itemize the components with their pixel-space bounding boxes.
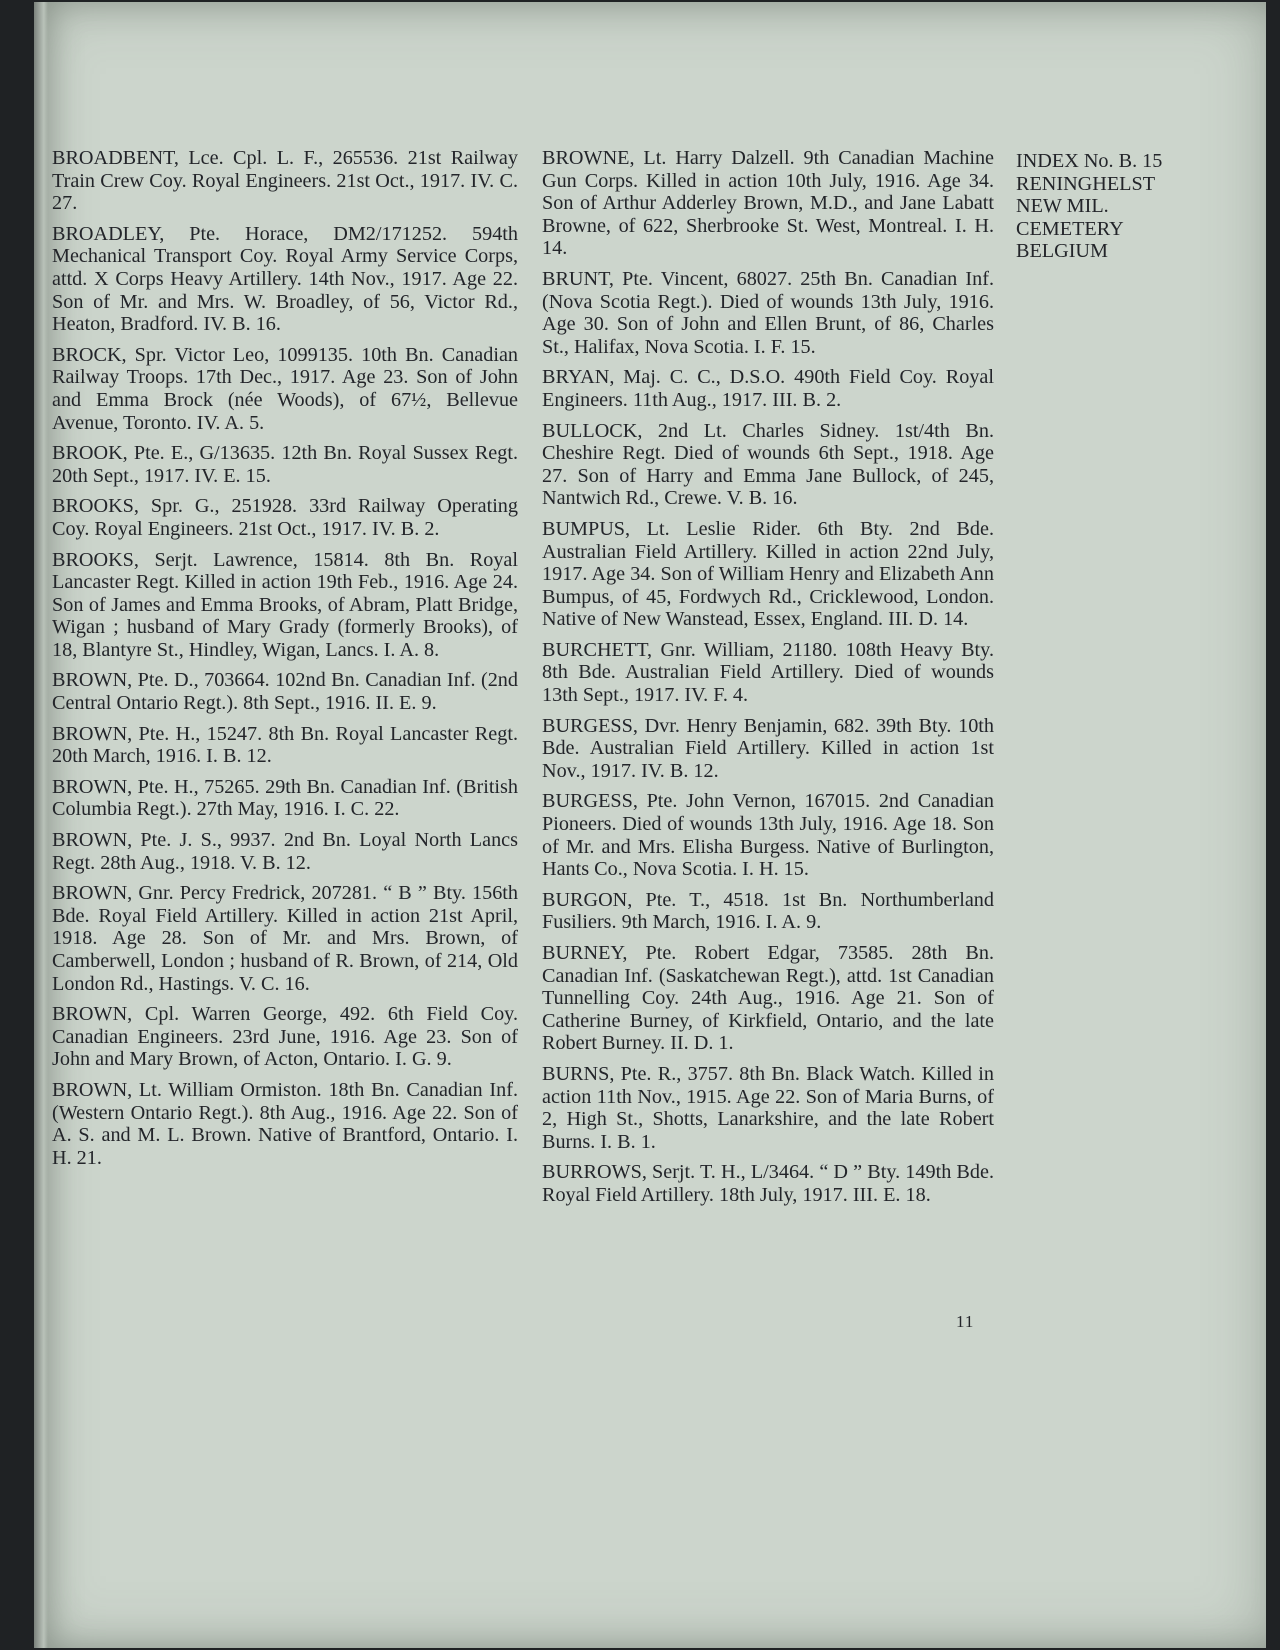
casualty-entry: BURROWS, Serjt. T. H., L/3464. “ D ” Bty. 149th Bde. Royal Field Artillery. 18th July, 1917. III. E. 18. [542, 1161, 994, 1206]
casualty-entry: BROADLEY, Pte. Horace, DM2/171252. 594th Mechanical Transport Coy. Royal Army Service Corps, attd. X Corps Heavy Artillery. 14th Nov., 1917. Age 22. Son of Mr. and Mrs. W. Broadley, of 56, Victor Rd., Heaton, Bradford. IV. B. 16. [52, 222, 518, 336]
register-page [34, 2, 1266, 1648]
casualty-entry: BROOKS, Spr. G., 251928. 33rd Railway Operating Coy. Royal Engineers. 21st Oct., 1917. IV. B. 2. [52, 495, 518, 540]
cemetery-name-line: NEW MIL. [1016, 195, 1109, 218]
cemetery-name-line: CEMETERY [1016, 217, 1124, 240]
page-number: 11 [956, 1312, 975, 1331]
casualty-entry: BROOK, Pte. E., G/13635. 12th Bn. Royal Sussex Regt. 20th Sept., 1917. IV. E. 15. [52, 442, 518, 487]
left-column [52, 147, 518, 1177]
casualty-entry: BURNEY, Pte. Robert Edgar, 73585. 28th Bn. Canadian Inf. (Saskatchewan Regt.), attd. 1st Canadian Tunnelling Coy. 24th Aug., 1916. Age 21. Son of Catherine Burney, of Kirkfield, Ontario, and the late Robert Burney. II. D. 1. [542, 942, 994, 1055]
casualty-entry: BULLOCK, 2nd Lt. Charles Sidney. 1st/4th Bn. Cheshire Regt. Died of wounds 6th Sept., 1918. Age 27. Son of Harry and Emma Jane Bullock, of 245, Nantwich Rd., Crewe. V. B. 16. [542, 419, 994, 510]
casualty-entry: BURCHETT, Gnr. William, 21180. 108th Heavy Bty. 8th Bde. Australian Field Artillery. Died of wounds 13th Sept., 1917. IV. F. 4. [542, 638, 994, 707]
casualty-entry: BROWN, Pte. H., 75265. 29th Bn. Canadian Inf. (British Columbia Regt.). 27th May, 1916. I. C. 22. [52, 775, 518, 821]
casualty-entry: BROWN, Lt. William Ormiston. 18th Bn. Canadian Inf. (Western Ontario Regt.). 8th Aug., 1916. Age 22. Son of A. S. and M. L. Brown. Native of Brantford, Ontario. I. H. 21. [52, 1078, 518, 1169]
cemetery-name-line: RENINGHELST [1016, 172, 1156, 195]
casualty-entry: BROWN, Pte. H., 15247. 8th Bn. Royal Lancaster Regt. 20th March, 1916. I. B. 12. [52, 722, 518, 768]
casualty-entry: BURGESS, Pte. John Vernon, 167015. 2nd Canadian Pioneers. Died of wounds 13th July, 1916. Age 18. Son of Mr. and Mrs. Elisha Burgess. Native of Burlington, Hants Co., Nova Scotia. I. H. 15. [542, 790, 994, 881]
page-binding-shadow [34, 2, 48, 1648]
casualty-entry: BRYAN, Maj. C. C., D.S.O. 490th Field Coy. Royal Engineers. 11th Aug., 1917. III. B. 2. [542, 366, 994, 411]
casualty-entry: BRUNT, Pte. Vincent, 68027. 25th Bn. Canadian Inf. (Nova Scotia Regt.). Died of wounds 13th July, 1916. Age 30. Son of John and Ellen Brunt, of 86, Charles St., Halifax, Nova Scotia. I. F. 15. [542, 267, 994, 358]
casualty-entry: BROWN, Cpl. Warren George, 492. 6th Field Coy. Canadian Engineers. 23rd June, 1916. Age 23. Son of John and Mary Brown, of Acton, Ontario. I. G. 9. [52, 1003, 518, 1071]
cemetery-index-header [1016, 150, 1256, 263]
casualty-entry: BUMPUS, Lt. Leslie Rider. 6th Bty. 2nd Bde. Australian Field Artillery. Killed in action 22nd July, 1917. Age 34. Son of William Henry and Elizabeth Ann Bumpus, of 45, Fordwych Rd., Cricklewood, London. Native of New Wanstead, Essex, England. III. D. 14. [542, 517, 994, 631]
casualty-entry: BURGESS, Dvr. Henry Benjamin, 682. 39th Bty. 10th Bde. Australian Field Artillery. Killed in action 1st Nov., 1917. IV. B. 12. [542, 714, 994, 782]
casualty-entry: BURGON, Pte. T., 4518. 1st Bn. Northumberland Fusiliers. 9th March, 1916. I. A. 9. [542, 888, 994, 934]
casualty-entry: BROOKS, Serjt. Lawrence, 15814. 8th Bn. Royal Lancaster Regt. Killed in action 19th Feb., 1916. Age 24. Son of James and Emma Brooks, of Abram, Platt Bridge, Wigan ; husband of Mary Grady (formerly Brooks), of 18, Blantyre St., Hindley, Wigan, Lancs. I. A. 8. [52, 548, 518, 661]
casualty-entry: BROWN, Gnr. Percy Fredrick, 207281. “ B ” Bty. 156th Bde. Royal Field Artillery. Killed in action 21st April, 1918. Age 28. Son of Mr. and Mrs. Brown, of Camberwell, London ; husband of R. Brown, of 214, Old London Rd., Hastings. V. C. 16. [52, 882, 518, 995]
index-number: INDEX No. B. 15 [1016, 150, 1163, 172]
casualty-entry: BROADBENT, Lce. Cpl. L. F., 265536. 21st Railway Train Crew Coy. Royal Engineers. 21st Oct., 1917. IV. C. 27. [52, 147, 518, 215]
country-line: BELGIUM [1016, 240, 1108, 263]
middle-column [542, 147, 994, 1215]
casualty-entry: BROWN, Pte. D., 703664. 102nd Bn. Canadian Inf. (2nd Central Ontario Regt.). 8th Sept., 1916. II. E. 9. [52, 669, 518, 715]
casualty-entry: BROWN, Pte. J. S., 9937. 2nd Bn. Loyal North Lancs Regt. 28th Aug., 1918. V. B. 12. [52, 829, 518, 874]
casualty-entry: BROWNE, Lt. Harry Dalzell. 9th Canadian Machine Gun Corps. Killed in action 10th July, 1916. Age 34. Son of Arthur Adderley Brown, M.D., and Jane Labatt Browne, of 622, Sherbrooke St. West, Montreal. I. H. 14. [542, 147, 994, 260]
casualty-entry: BURNS, Pte. R., 3757. 8th Bn. Black Watch. Killed in action 11th Nov., 1915. Age 22. Son of Maria Burns, of 2, High St., Shotts, Lanarkshire, and the late Robert Burns. I. B. 1. [542, 1062, 994, 1153]
casualty-entry: BROCK, Spr. Victor Leo, 1099135. 10th Bn. Canadian Railway Troops. 17th Dec., 1917. Age 23. Son of John and Emma Brock (née Woods), of 67½, Bellevue Avenue, Toronto. IV. A. 5. [52, 343, 518, 434]
